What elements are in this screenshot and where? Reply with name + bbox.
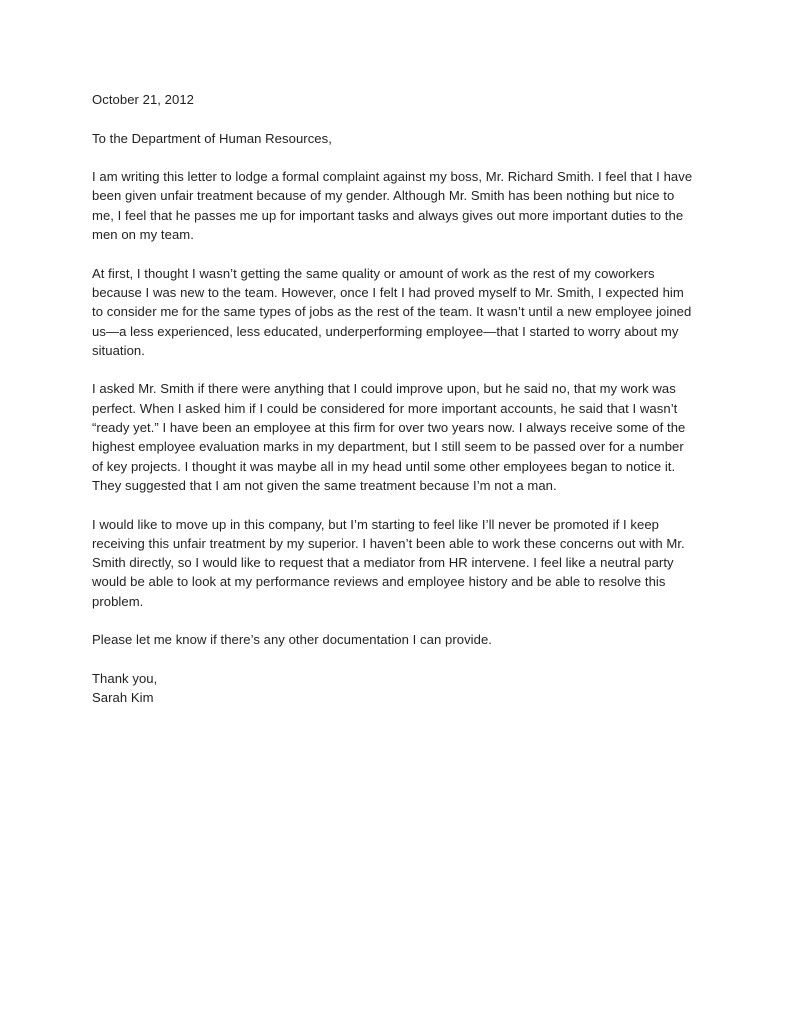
letter-body	[92, 90, 698, 708]
letter-date: October 21, 2012	[92, 92, 195, 107]
paragraph-text: I would like to move up in this company, but I’m starting to feel like I’ll never be promoted if I keep receiving this unfair treatment by my superior. I haven’t been able to work these concerns out with Mr. Smith directly, so I would like to request that a mediator from HR intervene. I feel like a neutral party would be able to look at my performance reviews and employee history and be able to resolve this problem.	[92, 516, 689, 609]
paragraph-4	[92, 515, 698, 611]
date-block	[92, 90, 698, 109]
paragraph-text: At first, I thought I wasn’t getting the same quality or amount of work as the rest of my coworkers because I was new to the team. However, once I felt I had proved myself to Mr. Smith, I expected him to consider me for the same types of jobs as the rest of the team. It wasn’t until a new employee joined us—a less experienced, less educated, underperforming employee—that I started to worry about my situation.	[92, 265, 696, 358]
letter-salutation: To the Department of Human Resources,	[92, 130, 332, 146]
paragraph-text: Please let me know if there’s any other documentation I can provide.	[92, 632, 492, 648]
signature-name: Sarah Kim	[92, 690, 154, 706]
signature-block	[92, 669, 698, 708]
salutation-block	[92, 129, 698, 148]
letter-closing: Thank you,	[92, 670, 158, 686]
paragraph-2	[92, 264, 698, 360]
paragraph-text: I am writing this letter to lodge a formal complaint against my boss, Mr. Richard Smith. I feel that I have been given unfair treatment because of my gender. Although Mr. Smith has been nothing but nice to me, I feel that he passes me up for important tasks and always gives out more important duties to the men on my team.	[92, 169, 696, 243]
paragraph-5	[92, 630, 698, 649]
paragraph-text: I asked Mr. Smith if there were anything that I could improve upon, but he said no, that my work was perfect. When I asked him if I could be considered for more important accounts, he said that I wasn’t “ready yet.” I have been an employee at this firm for over two years now. I always receive some of the highest employee evaluation marks in my department, but I still seem to be passed over for a number of key projects. I thought it was maybe all in my head until some other employees began to notice it. They suggested that I am not given the same treatment because I’m not a man.	[92, 381, 690, 493]
paragraph-1	[92, 167, 698, 244]
paragraph-3	[92, 379, 698, 495]
